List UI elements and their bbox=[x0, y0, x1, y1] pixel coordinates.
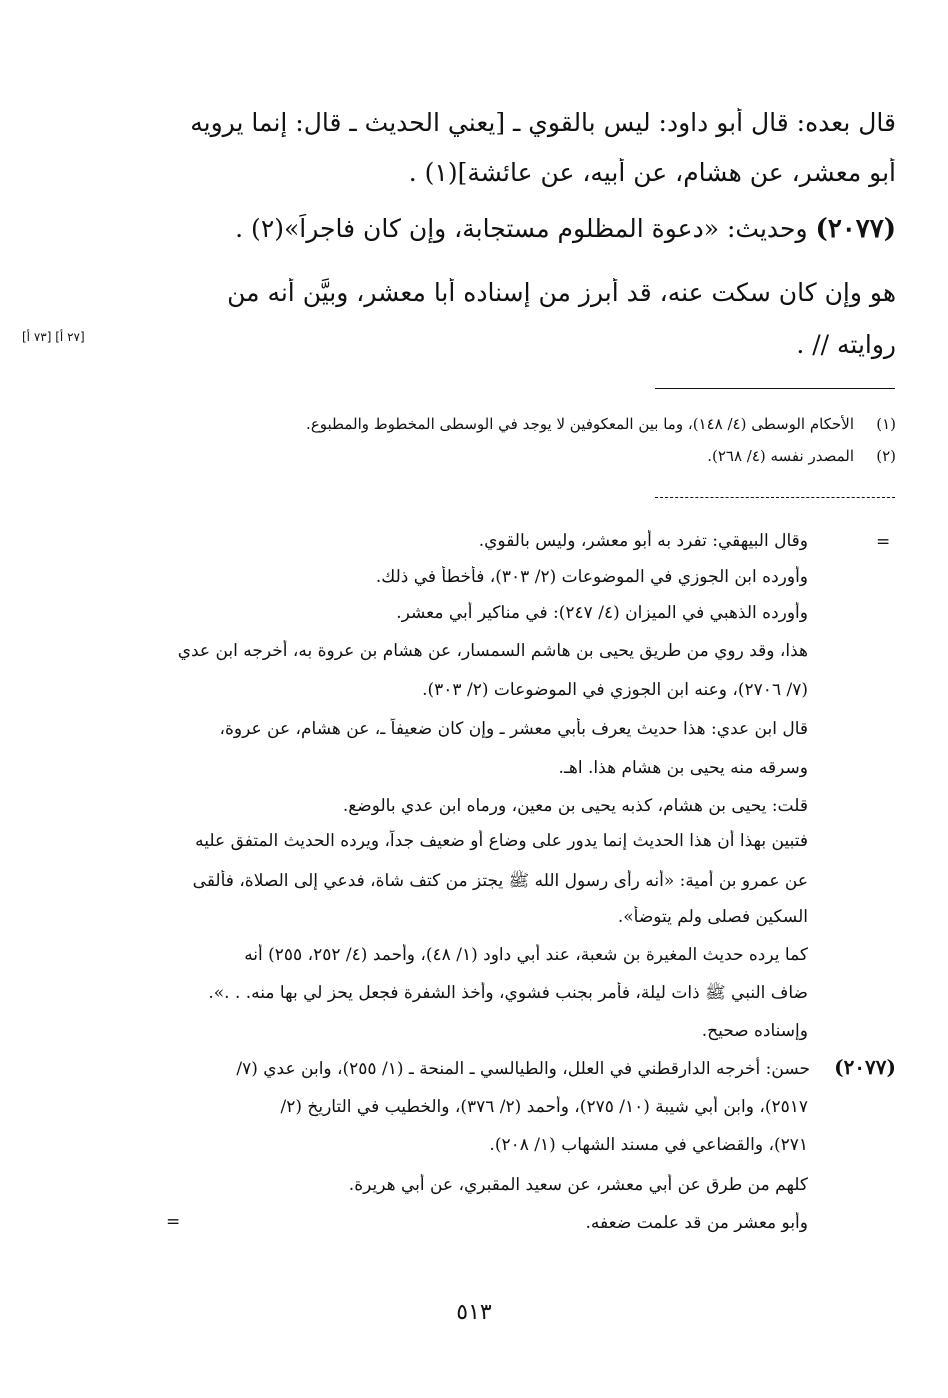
commentary-line: عن عمرو بن أمية: «أنه رأى رسول الله ﷺ يجتز من كتف شاة، فدعي إلى الصلاة، فألقى bbox=[192, 871, 808, 891]
main-text-line-5: روايته // . bbox=[796, 330, 896, 359]
hadith-line bbox=[52, 214, 896, 244]
commentary-entry-line: ٢٧١)، والقضاعي في مسند الشهاب (١/ ٢٠٨). bbox=[489, 1135, 808, 1155]
footnote-2-number: (٢) bbox=[876, 447, 896, 465]
entry-number: (٢٠٧٧) bbox=[834, 1056, 896, 1079]
main-text-line-2: أبو معشر، عن هشام، عن أبيه، عن عائشة](١) . bbox=[408, 158, 896, 187]
commentary-line: السكين فصلى ولم يتوضأ». bbox=[617, 907, 808, 927]
footnote-2 bbox=[60, 446, 896, 466]
commentary-line: وأورده ابن الجوزي في الموضوعات (٢/ ٣٠٣)، فأخطأ في ذلك. bbox=[375, 567, 808, 587]
commentary-line: وأورده الذهبي في الميزان (٤/ ٢٤٧): في مناكير أبي معشر. bbox=[396, 603, 808, 623]
commentary-line: فتبين بهذا أن هذا الحديث إنما يدور على وضاع أو ضعيف جداً، ويرده الحديث المتفق عليه bbox=[195, 831, 808, 851]
footnote-2-text: المصدر نفسه (٤/ ٢٦٨). bbox=[707, 447, 854, 465]
main-text-line-4: هو وإن كان سكت عنه، قد أبرز من إسناده أبا معشر، وبيَّن أنه من bbox=[227, 278, 896, 307]
footnote-1-number: (١) bbox=[876, 415, 896, 433]
commentary-line: هذا، وقد روي من طريق يحيى بن هاشم السمسار، عن هشام بن عروة به، أخرجه ابن عدي bbox=[177, 641, 808, 661]
continuation-mark: = bbox=[876, 532, 891, 552]
footnote-1-text: الأحكام الوسطى (٤/ ١٤٨)، وما بين المعكوفين لا يوجد في الوسطى المخطوط والمطبوع. bbox=[306, 415, 854, 433]
commentary-entry-line: وأبو معشر من قد علمت ضعفه. bbox=[585, 1213, 808, 1233]
hadith-number: (٢٠٧٧) bbox=[815, 214, 896, 244]
hadith-text: وحديث: «دعوة المظلوم مستجابة، وإن كان فاجراً»(٢) . bbox=[235, 214, 808, 243]
footnote-separator bbox=[655, 388, 895, 389]
continuation-end-mark: = bbox=[166, 1212, 181, 1232]
commentary-separator bbox=[655, 497, 895, 498]
commentary-line: قال ابن عدي: هذا حديث يعرف بأبي معشر ـ وإن كان ضعيفاً ـ، عن هشام، عن عروة، bbox=[219, 719, 808, 739]
commentary-entry-line: كلهم من طرق عن أبي معشر، عن سعيد المقبري، عن أبي هريرة. bbox=[348, 1175, 808, 1195]
manuscript-folio-note: [٢٧ أ] [٧٣ أ] bbox=[22, 330, 85, 344]
entry-text: حسن: أخرجه الدارقطني في العلل، والطيالسي ـ المنحة ـ (١/ ٢٥٥)، وابن عدي (٧/ bbox=[236, 1059, 810, 1079]
commentary-line: وقال البيهقي: تفرد به أبو معشر، وليس بالقوي. bbox=[478, 531, 808, 551]
commentary-line: (٧/ ٢٧٠٦)، وعنه ابن الجوزي في الموضوعات (٢/ ٣٠٣). bbox=[422, 680, 808, 700]
commentary-line: وإسناده صحيح. bbox=[701, 1021, 808, 1041]
commentary-line: قلت: يحيى بن هشام، كذبه يحيى بن معين، ورماه ابن عدي بالوضع. bbox=[342, 796, 808, 816]
commentary-line: وسرقه منه يحيى بن هشام هذا. اهـ. bbox=[558, 758, 808, 778]
commentary-line: كما يرده حديث المغيرة بن شعبة، عند أبي داود (١/ ٤٨)، وأحمد (٤/ ٢٥٢، ٢٥٥) أنه bbox=[244, 945, 808, 965]
footnote-1 bbox=[60, 414, 896, 434]
commentary-entry-line: ٢٥١٧)، وابن أبي شيبة (١٠/ ٢٧٥)، وأحمد (٢/ ٣٧٦)، والخطيب في التاريخ (٢/ bbox=[280, 1097, 808, 1117]
page-number: ٥١٣ bbox=[456, 1300, 492, 1325]
main-text-line-1: قال بعده: قال أبو داود: ليس بالقوي ـ [يعني الحديث ـ قال: إنما يرويه bbox=[190, 108, 896, 137]
commentary-entry-line-1 bbox=[160, 1056, 896, 1080]
commentary-line: ضاف النبي ﷺ ذات ليلة، فأمر بجنب فشوي، وأخذ الشفرة فجعل يحز لي بها منه. . .». bbox=[208, 983, 808, 1003]
